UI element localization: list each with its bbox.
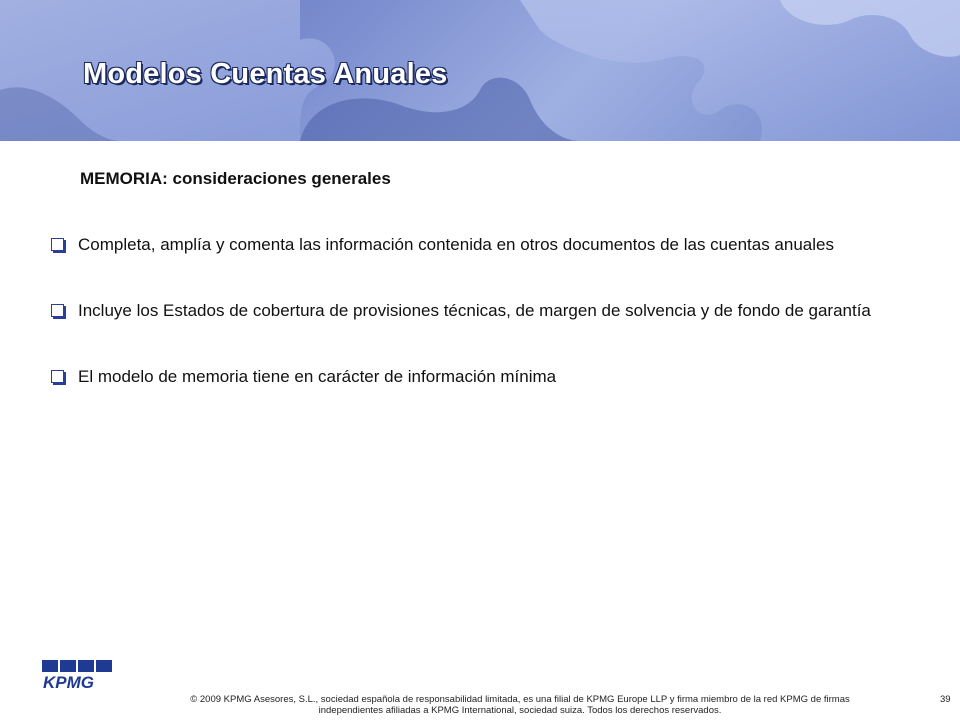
page-number: 39 <box>940 694 951 705</box>
bullet-item <box>50 233 890 257</box>
kpmg-logo <box>42 660 114 690</box>
page-title: Modelos Cuentas Anuales <box>83 58 448 90</box>
hollow-square-bullet-icon <box>51 238 64 251</box>
hollow-square-bullet-icon <box>51 304 64 317</box>
bullet-text: Incluye los Estados de cobertura de provisiones técnicas, de margen de solvencia y de fondo de garantía <box>78 301 871 320</box>
bullet-text: El modelo de memoria tiene en carácter de información mínima <box>78 367 557 386</box>
section-subtitle: MEMORIA: consideraciones generales <box>80 169 391 188</box>
bullet-item <box>50 299 890 323</box>
bullet-text: Completa, amplía y comenta las información contenida en otros documentos de las cuentas anuales <box>78 235 834 254</box>
hollow-square-bullet-icon <box>51 370 64 383</box>
copyright-line: independientes afiliadas a KPMG International, sociedad suiza. Todos los derechos reservados. <box>318 705 722 716</box>
copyright-footer <box>140 694 900 716</box>
header-banner-puzzle-image <box>0 0 960 141</box>
svg-text:KPMG: KPMG <box>43 673 94 690</box>
bullet-item <box>50 365 890 389</box>
bullet-list <box>50 233 890 389</box>
copyright-line: © 2009 KPMG Asesores, S.L., sociedad española de responsabilidad limitada, es una filial de KPMG Europe LLP y firma miembro de la red KPMG de firmas <box>190 694 850 705</box>
